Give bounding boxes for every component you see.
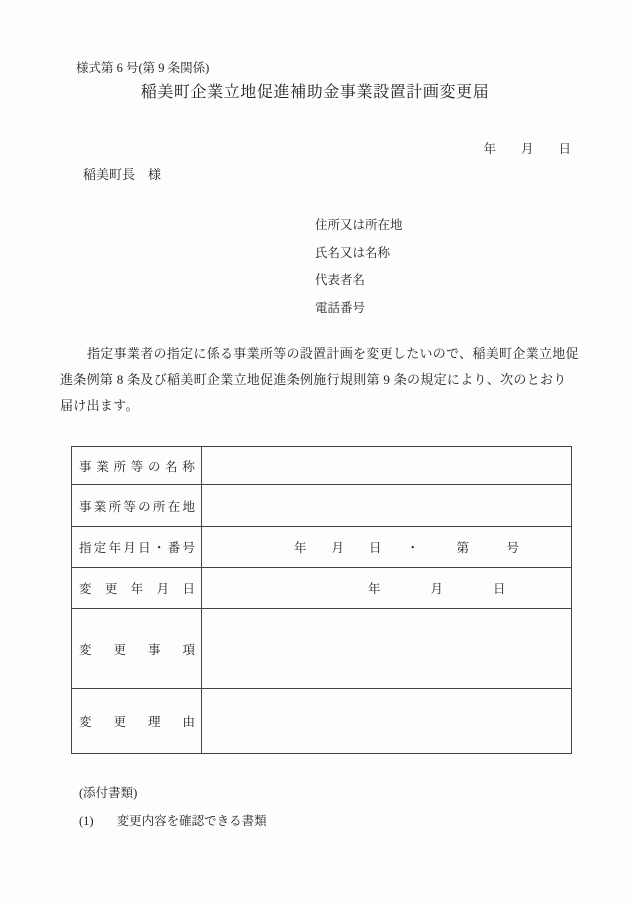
statement-line: 届け出ます。 (60, 398, 139, 413)
applicant-info-block (315, 212, 403, 322)
row-label-business-location: 事 業 所 等 の 所 在 地 (72, 485, 202, 527)
row-label-changed-items: 変 更 事 項 (72, 609, 202, 689)
row-value-change-reason[interactable] (202, 689, 572, 754)
row-label-designation-date-number: 指 定 年 月 日 ・ 番 号 (72, 527, 202, 568)
applicant-field-name: 氏名又は名称 (315, 245, 391, 260)
table-row (72, 689, 572, 754)
row-value-changed-items[interactable] (202, 609, 572, 689)
row-label-change-reason: 変 更 理 由 (72, 689, 202, 754)
attachment-item-text: 変更内容を確認できる書類 (116, 814, 267, 828)
attachments-heading: (添付書類) (79, 786, 138, 800)
table-row (72, 447, 572, 485)
table-row (72, 485, 572, 527)
applicant-field-address: 住所又は所在地 (315, 218, 403, 232)
page-title: 稲美町企業立地促進補助金事業設置計画変更届 (140, 84, 490, 101)
notification-statement (60, 341, 579, 419)
table-row (72, 568, 572, 609)
applicant-field-representative: 代表者名 (315, 273, 366, 287)
applicant-field-phone: 電話番号 (315, 300, 366, 315)
row-value-business-location[interactable] (202, 485, 572, 527)
details-table (71, 446, 572, 754)
row-label-business-name: 事 業 所 等 の 名 称 (72, 447, 202, 485)
table-row (72, 609, 572, 689)
row-value-business-name[interactable] (202, 447, 572, 485)
attachment-item (79, 811, 267, 829)
table-row (72, 527, 572, 568)
form-number-note: 様式第 6 号(第 9 条関係) (76, 61, 210, 75)
row-value-change-date[interactable]: 年 月 日 (202, 568, 572, 609)
row-label-change-date: 変 更 年 月 日 (72, 568, 202, 609)
addressee-line: 稲美町長 様 (83, 167, 162, 182)
submission-date-line: 年 月 日 (483, 142, 571, 156)
statement-line: 指定事業者の指定に係る事業所等の設置計画を変更したいので、稲美町企業立地促 (87, 346, 579, 361)
attachment-item-marker: (1) (79, 814, 94, 828)
row-value-designation-date-number[interactable]: 年 月 日 ・ 第 号 (202, 527, 572, 568)
statement-line: 進条例第 8 条及び稲美町企業立地促進条例施行規則第 9 条の規定により、次のとおり (60, 372, 567, 387)
